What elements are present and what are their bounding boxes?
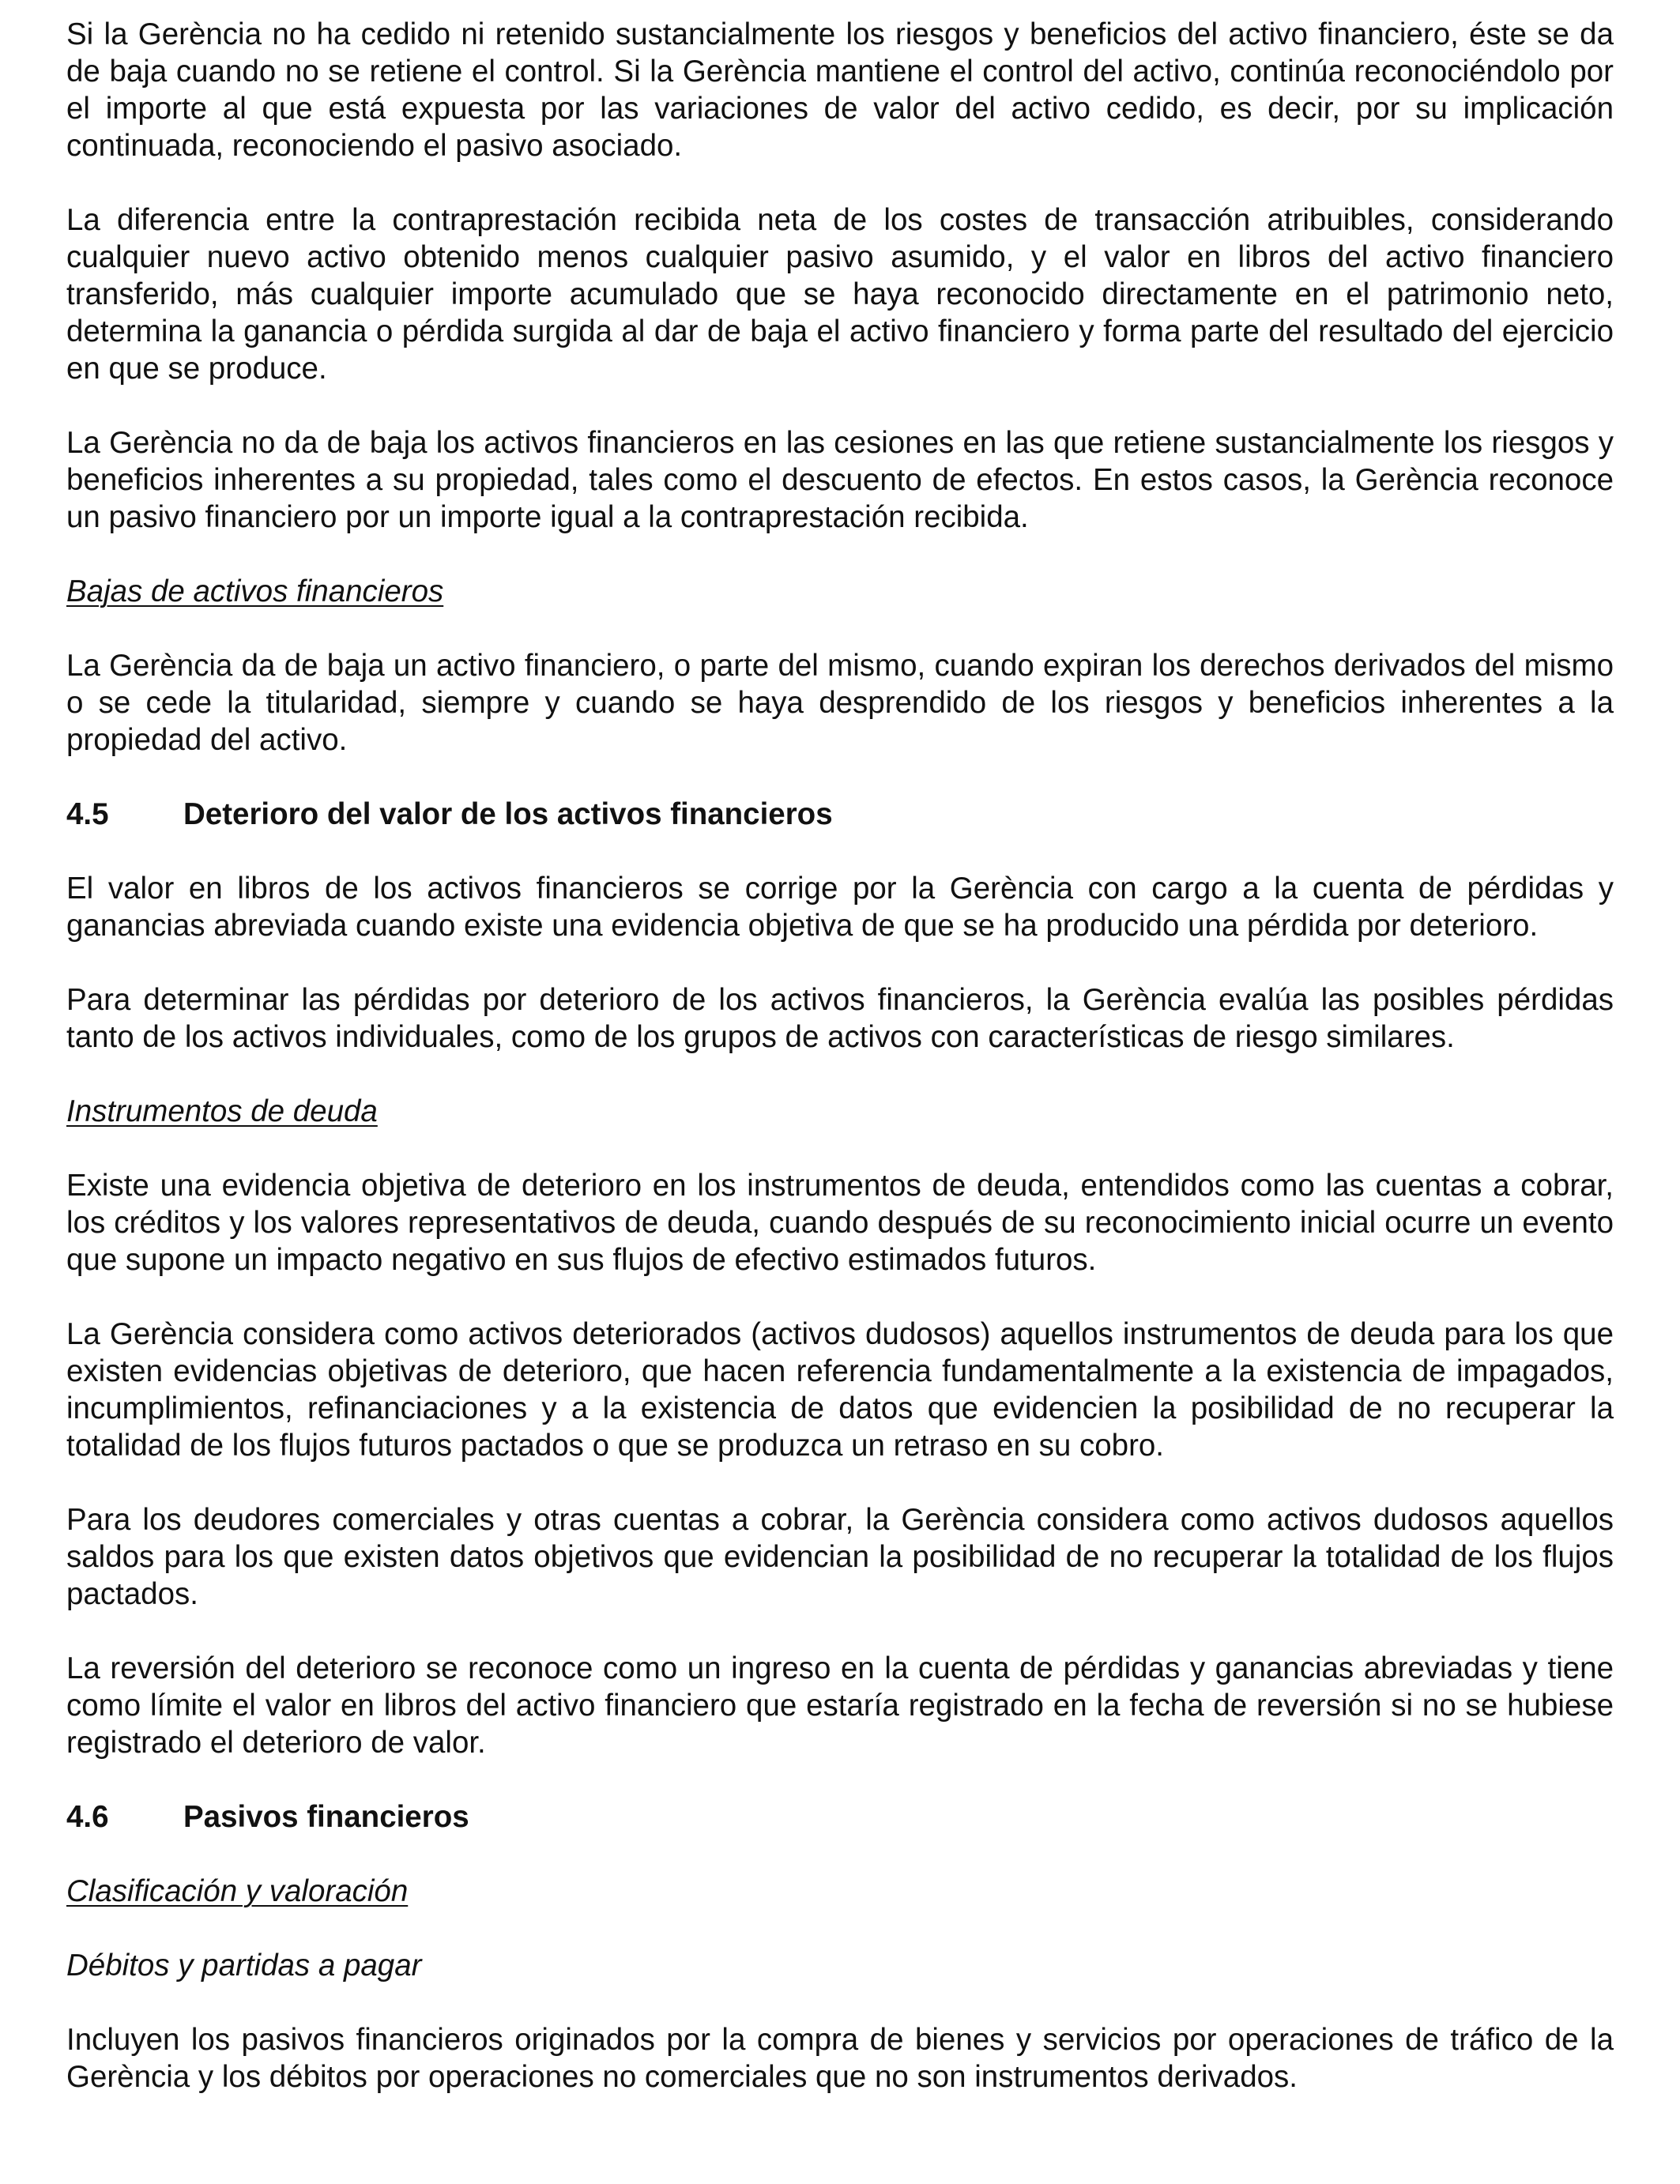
subheading-debitos: Débitos y partidas a pagar xyxy=(66,1949,422,1983)
document-page xyxy=(66,16,1614,2096)
section-heading-4-6 xyxy=(66,1798,1614,1836)
section-number: 4.5 xyxy=(66,797,109,831)
paragraph: Para determinar las pérdidas por deterioro de los activos financieros, la Gerència evalúa las posibles pérdidas tanto de los activos individuales, como de los grupos de activos con características de riesgo similares. xyxy=(66,983,1614,1054)
section-number: 4.6 xyxy=(66,1800,109,1834)
paragraph: Incluyen los pasivos financieros originados por la compra de bienes y servicios por operaciones de tráfico de la Gerència y los débitos por operaciones no comerciales que no son instrumentos derivados. xyxy=(66,2023,1614,2094)
subheading-instrumentos: Instrumentos de deuda xyxy=(66,1094,378,1128)
subheading-clasificacion: Clasificación y valoración xyxy=(66,1874,409,1908)
paragraph: La diferencia entre la contraprestación recibida neta de los costes de transacción atribuibles, considerando cualquier nuevo activo obtenido menos cualquier pasivo asumido, y el valor en libros del activo financiero transferido, más cualquier importe acumulado que se haya reconocido directamente en el patrimonio neto, determina la ganancia o pérdida surgida al dar de baja el activo financiero y forma parte del resultado del ejercicio en que se produce. xyxy=(66,203,1614,386)
paragraph: La Gerència considera como activos deteriorados (activos dudosos) aquellos instrumentos de deuda para los que existen evidencias objetivas de deterioro, que hacen referencia fundamentalmente a la existencia de impagados, incumplimientos, refinanciaciones y a la existencia de datos que evidencien la posibilidad de no recuperar la totalidad de los flujos futuros pactados o que se produzca un retraso en su cobro. xyxy=(66,1317,1614,1463)
subheading-bajas: Bajas de activos financieros xyxy=(66,574,444,608)
paragraph: Para los deudores comerciales y otras cuentas a cobrar, la Gerència considera como activos dudosos aquellos saldos para los que existen datos objetivos que evidencian la posibilidad de no recuperar la totalidad de los flujos pactados. xyxy=(66,1503,1614,1611)
section-title: Pasivos financieros xyxy=(183,1800,469,1834)
paragraph: La Gerència da de baja un activo financiero, o parte del mismo, cuando expiran los derechos derivados del mismo o se cede la titularidad, siempre y cuando se haya desprendido de los riesgos y beneficios inherentes a la propiedad del activo. xyxy=(66,649,1614,757)
paragraph: La reversión del deterioro se reconoce como un ingreso en la cuenta de pérdidas y ganancias abreviadas y tiene como límite el valor en libros del activo financiero que estaría registrado en la fecha de reversión si no se hubiese registrado el deterioro de valor. xyxy=(66,1651,1614,1760)
paragraph: Existe una evidencia objetiva de deterioro en los instrumentos de deuda, entendidos como las cuentas a cobrar, los créditos y los valores representativos de deuda, cuando después de su reconocimiento inicial ocurre un evento que supone un impacto negativo en sus flujos de efectivo estimados futuros. xyxy=(66,1169,1614,1277)
paragraph: El valor en libros de los activos financieros se corrige por la Gerència con cargo a la cuenta de pérdidas y ganancias abreviada cuando existe una evidencia objetiva de que se ha producido una pérdida por deterioro. xyxy=(66,872,1614,943)
section-heading-4-5 xyxy=(66,796,1614,833)
paragraph: La Gerència no da de baja los activos financieros en las cesiones en las que retiene sustancialmente los riesgos y beneficios inherentes a su propiedad, tales como el descuento de efectos. En estos casos, la Gerència reconoce un pasivo financiero por un importe igual a la contraprestación recibida. xyxy=(66,426,1614,534)
paragraph: Si la Gerència no ha cedido ni retenido sustancialmente los riesgos y beneficios del activo financiero, éste se da de baja cuando no se retiene el control. Si la Gerència mantiene el control del activo, continúa reconociéndolo por el importe al que está expuesta por las variaciones de valor del activo cedido, es decir, por su implicación continuada, reconociendo el pasivo asociado. xyxy=(66,17,1614,163)
section-title: Deterioro del valor de los activos financieros xyxy=(183,797,833,831)
